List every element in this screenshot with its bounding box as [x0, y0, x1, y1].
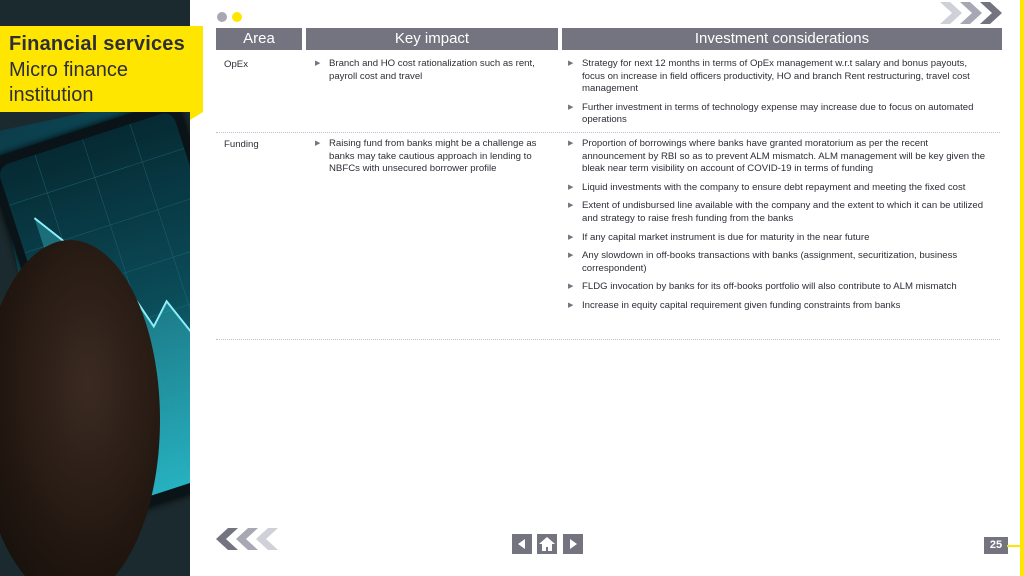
prev-page-button[interactable] [512, 534, 532, 554]
row-area-funding: Funding [224, 139, 259, 150]
yellow-dot-icon [232, 12, 242, 22]
row-area-opex: OpEx [224, 59, 248, 70]
list-item: ▶ Extent of undisbursed line available with the company and the extent to which it can be utilized and strategy to raise fresh funding from the banks [568, 200, 992, 225]
list-item: ▶ Any slowdown in off-books transactions with banks (assignment, securitization, business correspondent) [568, 250, 992, 275]
section-title: Financial services [9, 33, 185, 55]
triangle-left-icon [512, 534, 532, 554]
list-item: ▶ If any capital market instrument is due for maturity in the near future [568, 232, 992, 245]
list-item: ▶ Liquid investments with the company to ensure debt repayment and meeting the fixed cost [568, 182, 992, 195]
row-divider [216, 132, 1000, 133]
row-impact-opex [315, 58, 543, 89]
chevrons-right-icon [940, 2, 1006, 24]
row-divider [216, 339, 1000, 340]
header-area: Area [216, 28, 302, 50]
section-subtitle-line1: Micro finance [9, 59, 128, 81]
right-accent-bar [1020, 0, 1024, 576]
home-button[interactable] [537, 534, 557, 554]
row-considerations-funding [568, 138, 992, 319]
list-item: ▶ Increase in equity capital requirement given funding constraints from banks [568, 300, 992, 313]
list-item: ▶ Further investment in terms of technology expense may increase due to focus on automated operations [568, 102, 988, 127]
section-title-box [0, 26, 203, 112]
page-number: 25 [984, 537, 1008, 554]
row-considerations-opex [568, 58, 988, 133]
title-notch [190, 112, 203, 120]
list-item: ▶ Proportion of borrowings where banks have granted moratorium as per the recent announcement by RBI so as to prevent ALM mismatch. ALM management will be key given the bleak near term visibility on account of COVID-19 in terms of funding [568, 138, 992, 176]
next-page-button[interactable] [563, 534, 583, 554]
home-icon [537, 534, 557, 554]
triangle-right-icon [563, 534, 583, 554]
gray-dot-icon [217, 12, 227, 22]
list-item: ▶ Raising fund from banks might be a challenge as banks may take cautious approach in lending to NBFCs with unsecured borrower profile [315, 138, 551, 176]
list-item: ▶ FLDG invocation by banks for its off-books portfolio will also contribute to ALM mismatch [568, 281, 992, 294]
row-impact-funding [315, 138, 551, 182]
header-key-impact: Key impact [306, 28, 558, 50]
section-subtitle-line2: institution [9, 84, 94, 106]
chevrons-left-icon [216, 528, 282, 550]
list-item: ▶ Branch and HO cost rationalization such as rent, payroll cost and travel [315, 58, 543, 83]
header-investment-considerations: Investment considerations [562, 28, 1002, 50]
list-item: ▶ Strategy for next 12 months in terms of OpEx management w.r.t salary and bonus payouts, focus on increase in field officers productivity, HO and branch Rent restructuring, travel cost management [568, 58, 988, 96]
